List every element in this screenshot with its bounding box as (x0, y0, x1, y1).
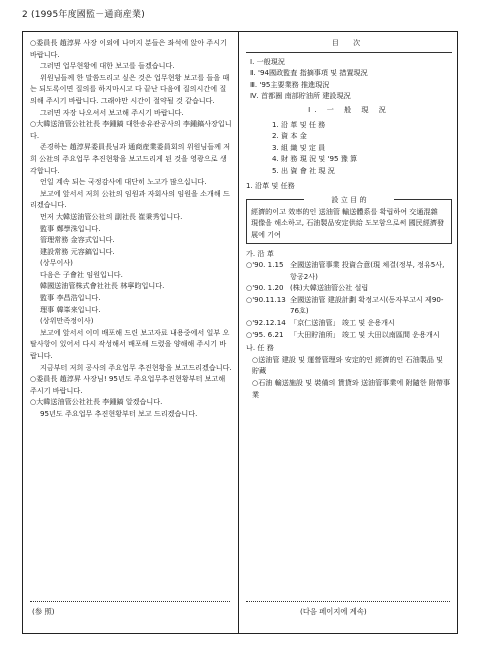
history-row: ○'90.11.13 全國送油管 建設計劃 확정고시(동자부고시 제90-76호) (246, 294, 444, 316)
left-footer-note: (参 照) (32, 607, 55, 616)
section-title: Ⅰ. 一 般 現 況 (308, 104, 390, 114)
column-divider (238, 31, 239, 634)
toc-rule (246, 52, 452, 53)
section-item: 4. 財 務 現 況 및 '95 豫 算 (272, 154, 358, 164)
speech-paragraph: ○大韓送油管公社社長 李鍾鎬 알겠습니다. (30, 397, 163, 407)
toc-item: Ⅱ. '94國政監査 指摘事項 및 措置現況 (250, 68, 368, 78)
section-item: 1. 沿 革 및 任 務 (272, 119, 326, 129)
purpose-box (246, 195, 452, 243)
speech-paragraph: ○委員長 趙淳昇 사장 이외에 나머지 분들은 좌석에 앉아 주시기 바랍니다. (30, 38, 227, 59)
history-row: ○'95. 6.21 「大田貯油所」 竣工 및 大田以南區間 운용개시 (246, 329, 440, 339)
speech-paragraph: 언일 계속 되는 국정감사에 대단히 노고가 많으십니다. (40, 177, 207, 187)
speech-paragraph: 지금부터 저희 공사의 주요업무 추진현황을 보고드리겠습니다. (40, 362, 232, 372)
history-heading: 가. 沿 革 (246, 248, 274, 258)
speech-paragraph: 다음은 子會社 임원입니다. (40, 269, 123, 279)
speech-paragraph: 보고에 앞서서 저희 公社의 임원과 자회사의 임원을 소개해 드리겠습니다. (30, 188, 230, 210)
section-item: 3. 組 織 및 定 員 (272, 142, 326, 152)
speech-paragraph: 韓國送油管株式會社社長 林寧昀입니다. (40, 281, 165, 291)
page-header: 2 (1995年度國監－通商産業) (22, 10, 145, 20)
history-row: ○'90. 1.20 (株)大韓送油管公社 설립 (246, 283, 369, 293)
speech-paragraph: 理事 韓峯来입니다. (40, 304, 101, 314)
section-item: 5. 出 資 會 社 現 況 (272, 165, 335, 175)
left-column (30, 37, 232, 420)
speech-paragraph: ○大韓送油管公社社長 李鍾鎬 대한송유관공사의 李鍾鎬사장입니다. (30, 119, 232, 140)
duty-item: ○送油管 建設 및 運營管理와 安定的인 經濟的인 石油製品 및 貯藏 (252, 354, 444, 376)
purpose-box-title: 設 立 目 的 (304, 194, 394, 206)
duty-heading: 나. 任 務 (246, 343, 274, 353)
history-row: ○'90. 1.15 全國送油管事業 投資合意(現 체결(정부, 정유5사, 항공2사) (246, 260, 445, 281)
speech-paragraph: 監事 李昌浩입니다. (40, 293, 101, 303)
speech-paragraph: 95년도 주요업무 추진현황부터 보고 드리겠습니다. (40, 409, 198, 418)
right-footer-rule (246, 601, 450, 602)
toc-item: Ⅲ. '95主要業務 推進現況 (250, 79, 330, 89)
history-row: ○'92.12.14 「京仁送油管」 竣工 및 운용개시 (246, 318, 395, 328)
speech-paragraph: (상위만족정이사) (40, 316, 94, 326)
toc (246, 37, 452, 102)
speech-paragraph: 監事 鄭學洙입니다. (40, 223, 101, 233)
speech-paragraph: 먼저 大韓送油管公社의 副社長 崔秉秀입니다. (40, 211, 183, 221)
speech-paragraph: (상무이사) (40, 258, 73, 268)
speech-paragraph: 그러면 업무현황에 대한 보고를 들겠습니다. (40, 61, 175, 71)
speech-paragraph: 管理常務 金容式입니다. (40, 235, 115, 245)
speech-paragraph: 위원님들께 한 말씀드리고 싶은 것은 업무현황 보고를 들을 때는 되도록이면 질의를 하지마시고 다 끝난 다음에 질의시간에 질의해 주시기 바랍니다. 그래야만 시간이 절약될 것 같습니다. (30, 72, 230, 105)
right-column (246, 37, 452, 400)
subsection-heading: 1. 沿革 및 任務 (246, 180, 295, 190)
speech-paragraph: 존경하는 趙淳昇委員長님과 通商産業委員회의 위원님들께 저희 公社의 주요업무 추진현황을 보고드리게 된 것을 영광으로 생각합니다. (30, 142, 231, 175)
speech-paragraph: 보고에 앞서서 이미 배포해 드린 보고자료 내용중에서 일부 오탈사항이 있어서 다시 작성해서 배포해 드렸을 양해해 주시기 바랍니다. (30, 327, 230, 361)
speech-paragraph: 建設常務 元容鎬입니다. (40, 246, 115, 256)
section-item: 2. 資 本 金 (272, 131, 307, 141)
purpose-box-text: 經濟的이고 效率的인 送油管 輸送體系를 확립하여 交通混雜 現像을 해소하고, 石油製品安定供給 도모함으로써 國民經濟發展에 기여 (251, 206, 445, 239)
left-footer-rule (30, 601, 230, 602)
toc-item: Ⅰ. 一般現況 (250, 56, 285, 66)
duty-item: ○石油 輸送施設 및 裝備의 賃貸와 送油管事業에 附隨한 附帶事業 (252, 378, 451, 399)
toc-title: 目 次 (331, 38, 367, 47)
toc-item: Ⅳ. 首都圈 南部貯油所 建設現況 (250, 91, 351, 101)
speech-paragraph: 그러면 자장 나오셔서 보고해 주시기 바랍니다. (40, 107, 184, 117)
right-footer-note: (다음 페이지에 계속) (300, 607, 367, 616)
speech-paragraph: ○委員長 趙淳昇 사장님! 95년도 주요업무추진현황부터 보고해 주시기 바랍니다. (30, 374, 226, 395)
